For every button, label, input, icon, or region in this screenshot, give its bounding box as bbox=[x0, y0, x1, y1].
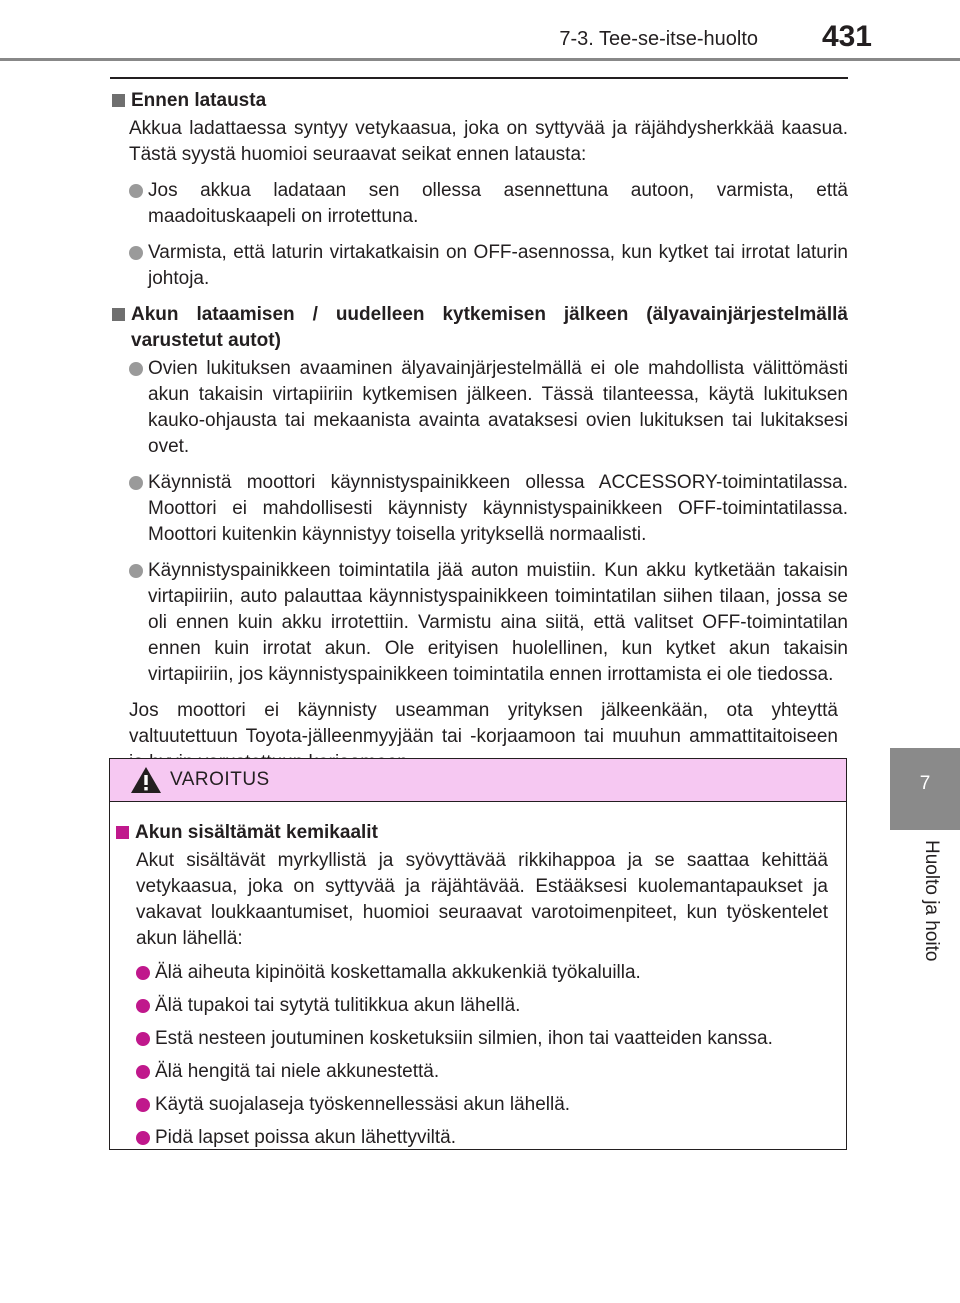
round-bullet-icon bbox=[136, 1065, 150, 1079]
section-heading: Akun lataamisen / uudelleen kytkemisen jälkeen (älyavainjärjestelmällä varustetut autot) bbox=[110, 302, 848, 354]
warning-triangle-icon bbox=[130, 765, 162, 795]
warning-header bbox=[110, 759, 846, 802]
square-bullet-icon bbox=[112, 94, 125, 107]
round-bullet-icon bbox=[136, 1098, 150, 1112]
list-item: Älä tupakoi tai sytytä tulitikkua akun lähellä. bbox=[114, 993, 828, 1019]
content-top-rule bbox=[110, 77, 848, 79]
section-heading: Ennen latausta bbox=[110, 88, 848, 114]
round-bullet-icon bbox=[129, 246, 143, 260]
list-item: Pidä lapset poissa akun lähettyviltä. bbox=[114, 1125, 828, 1151]
round-bullet-icon bbox=[129, 184, 143, 198]
chapter-number: 7 bbox=[919, 773, 931, 794]
list-item: Käynnistyspainikkeen toimintatila jää auton muistiin. Kun akku kytketään takaisin virtapiiriin, auto palauttaa käynnistyspainikkeen toimintatilan siihen tilaan, jossa se oli ennen kuin akku irrotettiin. Varmistu aina siitä, että valitset OFF-toimintatilan ennen kuin irrotat akun. Ole erityisen huolellinen, kun kytket akun takaisin virtapiiriin, jos käynnistyspainikkeen toimintatila ennen irrottamista ei ole tiedossa. bbox=[110, 558, 848, 688]
round-bullet-icon bbox=[129, 564, 143, 578]
list-item: Estä nesteen joutuminen kosketuksiin silmien, ihon tai vaatteiden kanssa. bbox=[114, 1026, 828, 1052]
page-number: 431 bbox=[821, 20, 872, 53]
list-item: Ovien lukituksen avaaminen älyavainjärjestelmällä ei ole mahdollista välittömästi akun takaisin virtapiiriin kytkemisen jälkeen. Tässä tilanteessa, käytä lukituksen kauko-ohjausta tai mekaanista avainta avataksesi ovien lukituksen tai lukitaksesi ovet. bbox=[110, 356, 848, 460]
header-divider bbox=[0, 58, 960, 61]
list-item: Käytä suojalaseja työskennellessäsi akun lähellä. bbox=[114, 1092, 828, 1118]
round-bullet-icon bbox=[129, 476, 143, 490]
square-bullet-icon bbox=[116, 826, 129, 839]
warning-body bbox=[110, 802, 846, 1151]
main-content bbox=[110, 88, 848, 786]
section-title: 7-3. Tee-se-itse-huolto bbox=[559, 28, 758, 50]
round-bullet-icon bbox=[136, 1032, 150, 1046]
square-bullet-icon bbox=[112, 308, 125, 321]
section-after-reconnect bbox=[110, 302, 848, 776]
list-item: Jos akkua ladataan sen ollessa asennettuna autoon, varmista, että maadoituskaapeli on irrotettuna. bbox=[110, 178, 848, 230]
section-outro: Jos moottori ei käynnisty useamman yrityksen jälkeenkään, ota yhteyttä valtuutettuun Toyota-jälleenmyyjään tai -korjaamoon tai muuhun ammattitaitoiseen bbox=[129, 700, 838, 747]
warning-intro: Akut sisältävät myrkyllistä ja syövyttävää rikkihappoa ja se saattaa kehittää vetykaasua, joka on syttyvää ja räjähtävää. Estääksesi kuolemantapaukset ja vakavat loukkaantumiset, huomioi seuraavat varotoimenpiteet, kun työskentelet akun lähellä: bbox=[136, 850, 828, 949]
chapter-label: Huolto ja hoito bbox=[921, 840, 942, 962]
list-item: Käynnistä moottori käynnistyspainikkeen ollessa ACCESSORY-toimintatilassa. Moottori ei mahdollisesti käynnisty käynnistyspainikkeen OFF-toimintatilassa. Moottori kuitenkin käynnistyy toisella yrityksellä normaalisti. bbox=[110, 470, 848, 548]
section-before-charging bbox=[110, 88, 848, 292]
list-item: Älä aiheuta kipinöitä koskettamalla akkukenkiä työkaluilla. bbox=[114, 960, 828, 986]
warning-title: VAROITUS bbox=[170, 769, 270, 790]
round-bullet-icon bbox=[136, 966, 150, 980]
list-item: Varmista, että laturin virtakatkaisin on OFF-asennossa, kun kytket tai irrotat laturin johtoja. bbox=[110, 240, 848, 292]
round-bullet-icon bbox=[136, 999, 150, 1013]
round-bullet-icon bbox=[129, 362, 143, 376]
warning-box bbox=[109, 758, 847, 1150]
round-bullet-icon bbox=[136, 1131, 150, 1145]
list-item: Älä hengitä tai niele akkunestettä. bbox=[114, 1059, 828, 1085]
warning-heading: Akun sisältämät kemikaalit bbox=[114, 820, 828, 846]
section-intro: Akkua ladattaessa syntyy vetykaasua, joka on syttyvää ja räjähdysherkkää kaasua. Tästä syystä huomioi seuraavat seikat ennen latausta: bbox=[129, 118, 848, 165]
chapter-tab bbox=[890, 748, 960, 830]
page-header bbox=[0, 0, 960, 60]
